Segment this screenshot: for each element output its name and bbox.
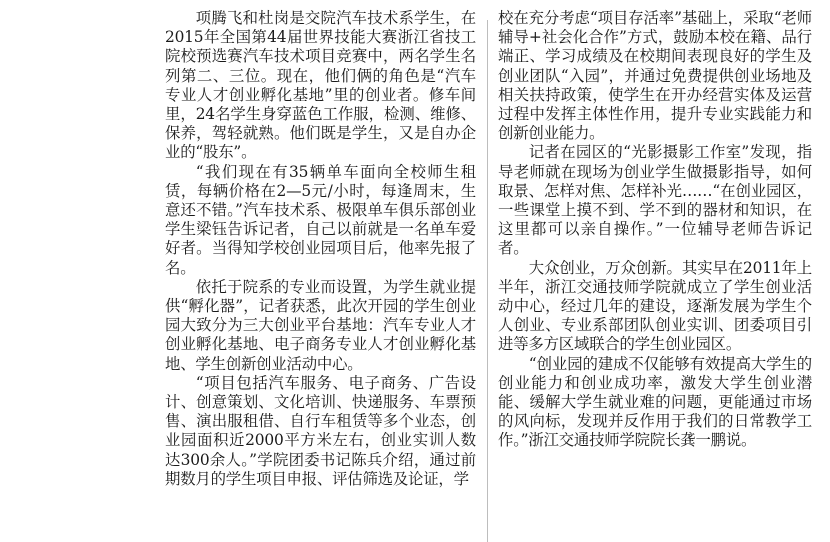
article-paragraph-continued: 校在充分考虑“项目存活率”基础上，采取“老师辅导+社会化合作”方式，鼓励本校在籍、品行端正、学习成绩及在校期间表现良好的学生及创业团队“入园”，并通过免费提供创业场地及相关扶持政策，使学生在开办经营实体及运营过程中发挥主体性作用，提升专业实践能力和创新创业能力。 xyxy=(498,9,812,143)
article-paragraph: 项腾飞和杜岗是交院汽车技术系学生，在2015年全国第44届世界技能大赛浙江省技工院校预选赛汽车技术项目竞赛中，两名学生名列第二、三位。现在，他们俩的角色是“汽车专业人才创业孵化基地”里的创业者。修车间里，24名学生身穿蓝色工作服，检测、维修、保养，驾轻就熟。他们既是学生，又是自办企业的“股东”。 xyxy=(165,9,476,162)
article-paragraph: “项目包括汽车服务、电子商务、广告设计、创意策划、文化培训、快递服务、车票预售、演出服租借、自行车租赁等多个业态，创业园面积近2000平方米左右，创业实训人数达300余人。”学院团委书记陈兵介绍，通过前期数月的学生项目申报、评估筛选及论证，学 xyxy=(165,373,476,488)
article-paragraph: 记者在园区的“光影摄影工作室”发现，指导老师就在现场为创业学生做摄影指导，如何取景、怎样对焦、怎样补光……“在创业园区，一些课堂上摸不到、学不到的器材和知识，在这里都可以亲自操作。”一位辅导老师告诉记者。 xyxy=(498,143,812,258)
column-divider xyxy=(487,20,488,542)
article-column-left xyxy=(165,9,476,489)
article-paragraph: 大众创业，万众创新。其实早在2011年上半年，浙江交通技师学院就成立了学生创业活动中心，经过几年的建设，逐渐发展为学生个人创业、专业系部团队创业实训、团委项目引进等多方区域联合的学生创业园区。 xyxy=(498,258,812,354)
article-paragraph: “我们现在有35辆单车面向全校师生租赁，每辆价格在2—5元/小时，每逢周末，生意还不错。”汽车技术系、极限单车俱乐部创业学生梁钰告诉记者，自己以前就是一名单车爱好者。当得知学校创业园项目后，他率先报了名。 xyxy=(165,162,476,277)
article-paragraph: 依托于院系的专业而设置，为学生就业提供“孵化器”，记者获悉，此次开园的学生创业园大致分为三大创业平台基地：汽车专业人才创业孵化基地、电子商务专业人才创业孵化基地、学生创新创业活动中心。 xyxy=(165,277,476,373)
article-paragraph: “创业园的建成不仅能够有效提高大学生的创业能力和创业成功率，激发大学生创业潜能、缓解大学生就业难的问题，更能通过市场的风向标，发现并反作用于我们的日常教学工作。”浙江交通技师学院院长龚一鹏说。 xyxy=(498,354,812,450)
article-column-right xyxy=(498,9,812,451)
